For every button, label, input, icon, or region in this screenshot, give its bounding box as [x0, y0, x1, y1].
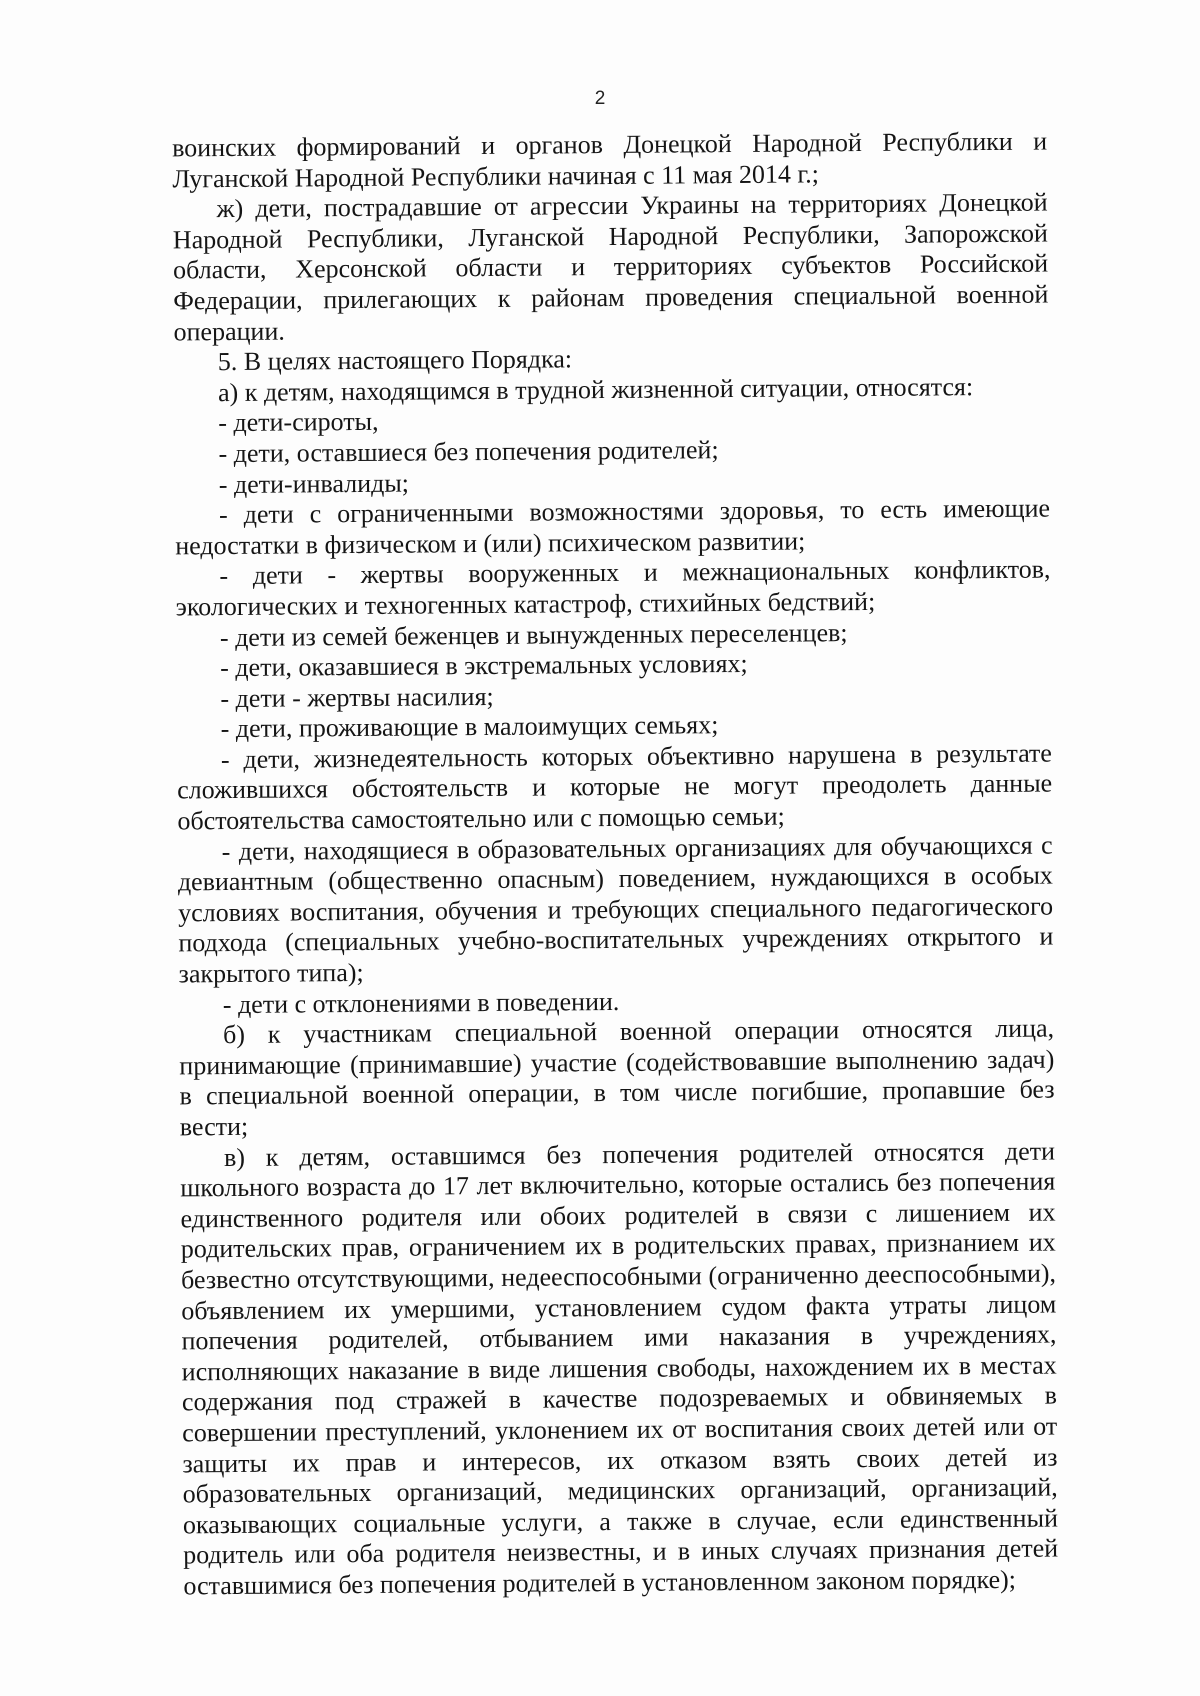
- list-item: - дети, проживающие в малоимущих семьях;: [220, 710, 719, 744]
- paragraph: в) к детям, оставшимся без попечения родителей относятся дети школьного возраста до 17 лет включительно, которые остались без попечения единственного родителя или обоих родителей в связи с лишением их родительских прав, ограничением их в родительских правах, признанием их безвестно отсутствующими, недееспособными (ограниченно дееспособными), объявлением их умершими, установлением судом факта утраты лицом попечения родителей, отбыванием ими наказания в учреждениях, исполняющих наказание в виде лишения свободы, нахождением их в местах содержания под стражей в качестве подозреваемых и обвиняемых в совершении преступлений, уклонением их от воспитания своих детей или от защиты их прав и интересов, их отказом взять своих детей из образовательных организаций, медицинских организаций, организаций, оказывающих социальные услуги, а также в случае, если единственный родитель или оба родителя неизвестны, и в иных случаях признания детей оставшимися без попечения родителей в установленном законом порядке);: [180, 1136, 1059, 1601]
- paragraph: воинских формирований и органов Донецкой Народной Республики и Луганской Народной Республики начиная с 11 мая 2014 г.;: [172, 126, 1048, 194]
- list-item: - дети-инвалиды;: [218, 468, 410, 499]
- list-item: - дети-сироты,: [218, 407, 379, 438]
- section-heading: 5. В целях настоящего Порядка:: [217, 344, 573, 377]
- paragraph: б) к участникам специальной военной операции относятся лица, принимающие (принимавшие) участие (содействовавшие выполнению задач) в специальной военной операции, в том числе погибшие, пропавшие без вести;: [179, 1013, 1055, 1142]
- paragraph: ж) дети, пострадавшие от агрессии Украины на территориях Донецкой Народной Республики, Луганской Народной Республики, Запорожской области, Херсонской области и территориях субъектов Российской Федерации, прилегающих к районам проведения специальной военной операции.: [172, 187, 1049, 346]
- list-item: - дети, оказавшиеся в экстремальных условиях;: [220, 649, 748, 683]
- page-number: 2: [594, 88, 606, 109]
- list-item: - дети, жизнедеятельность которых объективно нарушена в результате сложившихся обстоятельств и которые не могут преодолеть данные обстоятельства самостоятельно или с помощью семьи;: [177, 738, 1053, 836]
- list-item: - дети из семей беженцев и вынужденных переселенцев;: [219, 617, 848, 652]
- document-body: [172, 127, 1059, 1602]
- list-item: - дети, находящиеся в образовательных организациях для обучающихся с девиантным (общественно опасным) поведением, нуждающихся в особых условиях воспитания, обучения и требующих специального педагогического подхода (специальных учебно-воспитательных учреждениях открытого и закрытого типа);: [177, 830, 1054, 989]
- list-item: - дети - жертвы насилия;: [220, 681, 494, 713]
- list-item: - дети - жертвы вооруженных и межнациональных конфликтов, экологических и техногенных катастроф, стихийных бедствий;: [175, 554, 1051, 622]
- list-item: - дети с отклонениями в поведении.: [222, 986, 620, 1019]
- paragraph: а) к детям, находящимся в трудной жизненной ситуации, относятся:: [217, 371, 974, 407]
- list-item: - дети, оставшиеся без попечения родителей;: [218, 435, 719, 469]
- list-item: - дети с ограниченными возможностями здоровья, то есть имеющие недостатки в физическом и (или) психическом развитии;: [175, 493, 1051, 561]
